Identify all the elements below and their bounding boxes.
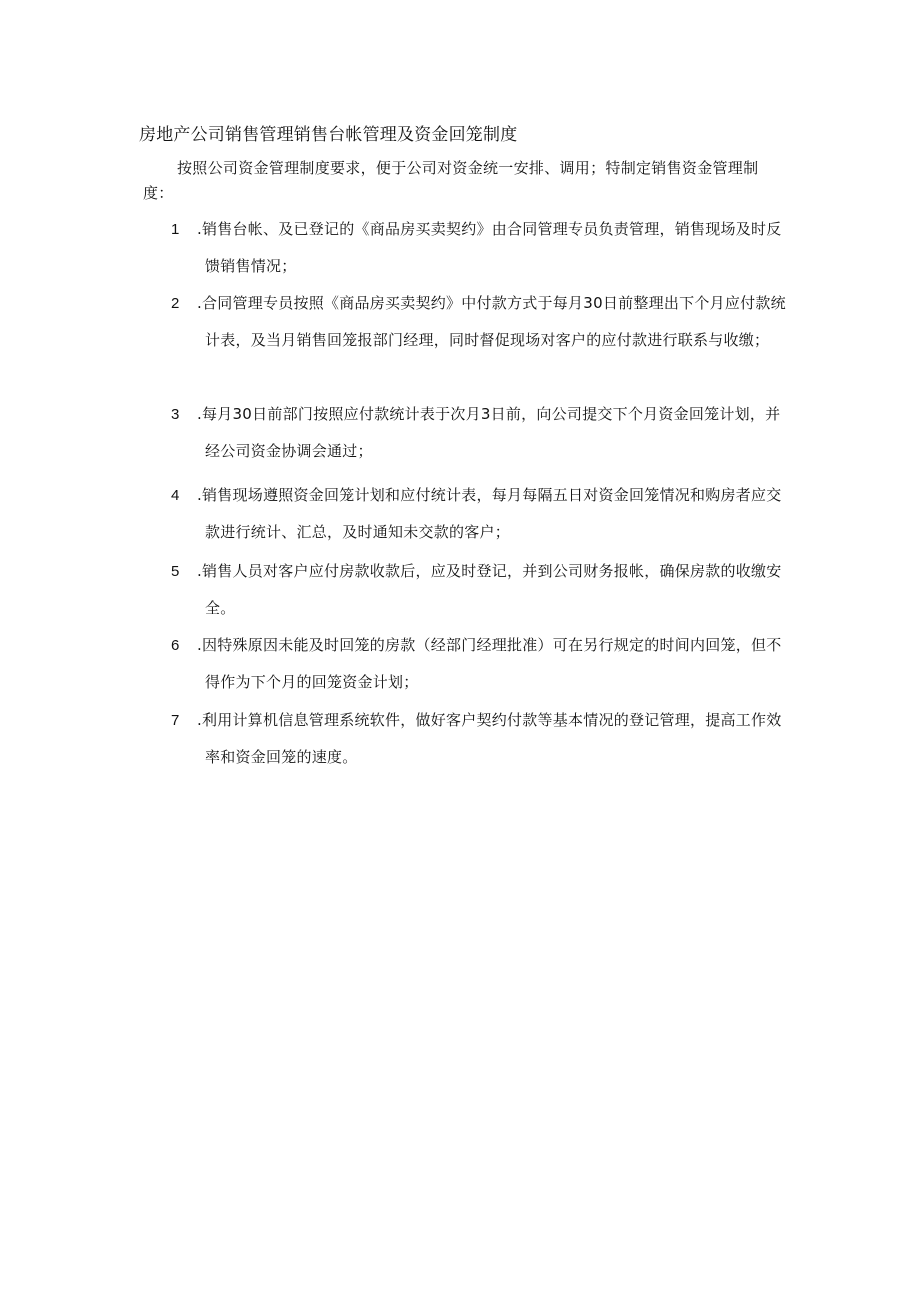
intro-paragraph: 按照公司资金管理制度要求，便于公司对资金统一安排、调用；特制定销售资金管理制度： [143,159,759,202]
rule-text: .合同管理专员按照《商品房买卖契约》中付款方式于每月30日前整理出下个月应付款统计表，及当月销售回笼报部门经理，同时督促现场对客户的应付款进行联系与收缴； [197,294,786,349]
rule-number: 2 [171,295,180,312]
rule-item [171,477,788,551]
document-title: 房地产公司销售管理销售台帐管理及资金回笼制度 [139,125,518,145]
rule-number: 1 [171,221,180,238]
rule-item [171,396,788,470]
rule-text: .销售人员对客户应付房款收款后，应及时登记，并到公司财务报帐，确保房款的收缴安全。 [197,562,782,617]
rule-number: 6 [171,637,180,654]
rule-item [171,627,788,701]
rule-item [171,553,788,627]
rule-item [171,702,788,776]
rule-text: .每月30日前部门按照应付款统计表于次月3日前，向公司提交下个月资金回笼计划，并经公司资金协调会通过； [197,405,781,460]
rule-number: 5 [171,563,180,580]
rule-item [171,211,788,285]
rule-text: .销售台帐、及已登记的《商品房买卖契约》由合同管理专员负责管理，销售现场及时反馈销售情况； [197,220,782,275]
rule-number: 7 [171,712,180,729]
rule-item [171,285,788,359]
rule-number: 3 [171,406,180,423]
rule-text: .因特殊原因未能及时回笼的房款（经部门经理批准）可在另行规定的时间内回笼，但不得作为下个月的回笼资金计划； [197,636,782,691]
rule-text: .销售现场遵照资金回笼计划和应付统计表，每月每隔五日对资金回笼情况和购房者应交款进行统计、汇总，及时通知未交款的客户； [197,486,782,541]
rule-number: 4 [171,487,180,504]
rule-text: .利用计算机信息管理系统软件，做好客户契约付款等基本情况的登记管理，提高工作效率和资金回笼的速度。 [197,711,782,766]
